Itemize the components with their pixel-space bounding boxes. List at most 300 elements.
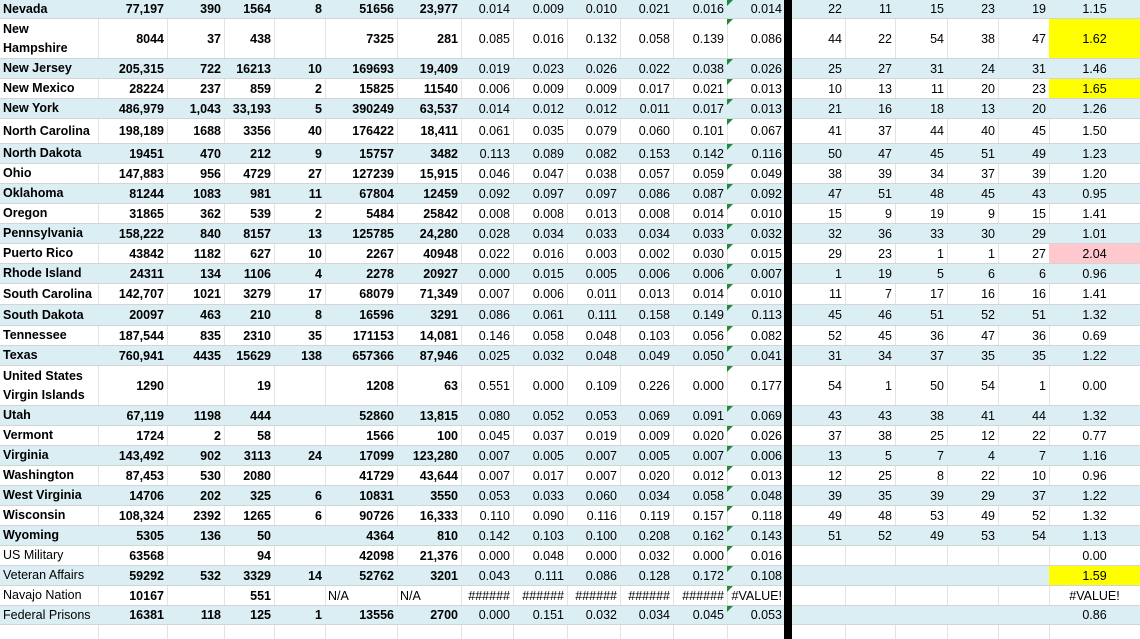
ratio-cell[interactable]: 0.034: [638, 488, 670, 503]
ratio-cell[interactable]: 0.060: [585, 488, 617, 503]
score-cell[interactable]: 1.46: [1082, 61, 1107, 76]
value-cell-c2[interactable]: 1182: [193, 246, 221, 261]
ratio-cell[interactable]: 0.032: [585, 608, 617, 622]
score-cell[interactable]: 1.32: [1082, 408, 1107, 423]
value-cell-c5[interactable]: 1566: [366, 428, 394, 443]
rank-cell[interactable]: 20: [981, 81, 995, 96]
value-cell-c3[interactable]: 125: [250, 608, 271, 622]
score-cell[interactable]: 1.13: [1082, 528, 1107, 543]
ratio-cell[interactable]: 0.119: [639, 508, 670, 523]
score-cell[interactable]: 0.00: [1082, 548, 1107, 563]
value-cell-c6[interactable]: 14,081: [419, 328, 458, 343]
ratio-cell[interactable]: 0.000: [585, 548, 617, 563]
rank-cell[interactable]: [947, 546, 998, 565]
score-cell[interactable]: 1.50: [1082, 124, 1107, 138]
rank-cell[interactable]: [895, 606, 947, 624]
value-cell-c3[interactable]: 981: [250, 186, 271, 201]
average-cell[interactable]: 0.053: [750, 608, 782, 622]
rank-cell[interactable]: 12: [981, 428, 995, 443]
ratio-cell[interactable]: 0.092: [478, 186, 510, 201]
ratio-cell[interactable]: 0.030: [692, 246, 724, 261]
value-cell-c6[interactable]: 18,411: [420, 124, 458, 138]
rank-cell[interactable]: 39: [930, 488, 944, 503]
value-cell-c4[interactable]: 4: [315, 266, 322, 281]
value-cell-c6[interactable]: 24,280: [419, 226, 458, 241]
rank-cell[interactable]: 22: [981, 468, 995, 483]
ratio-cell[interactable]: 0.021: [638, 2, 670, 16]
ratio-cell[interactable]: 0.033: [585, 226, 617, 241]
value-cell-c5[interactable]: 52860: [359, 408, 394, 423]
value-cell-c3[interactable]: 859: [250, 81, 271, 96]
value-cell-c6[interactable]: 3482: [430, 146, 458, 161]
ratio-cell[interactable]: 0.049: [638, 348, 670, 363]
ratio-cell[interactable]: 0.048: [585, 328, 617, 343]
value-cell-c5[interactable]: 2278: [366, 266, 394, 281]
ratio-cell[interactable]: 0.142: [692, 146, 724, 161]
value-cell-c6[interactable]: 40948: [423, 246, 458, 261]
ratio-cell[interactable]: 0.007: [478, 448, 510, 463]
value-cell-c2[interactable]: [167, 586, 224, 605]
rank-cell[interactable]: 38: [828, 166, 842, 181]
ratio-cell[interactable]: 0.157: [692, 508, 724, 523]
row-label[interactable]: Oklahoma: [3, 186, 64, 200]
rank-cell[interactable]: 35: [981, 348, 995, 363]
rank-cell[interactable]: 11: [829, 287, 842, 301]
value-cell-c5[interactable]: 657366: [352, 348, 394, 363]
value-cell-c5[interactable]: 13556: [359, 608, 394, 622]
rank-cell[interactable]: 52: [878, 528, 892, 543]
value-cell-c5[interactable]: 171153: [352, 328, 394, 343]
rank-cell[interactable]: 36: [878, 226, 892, 241]
value-cell-c2[interactable]: 956: [200, 166, 221, 181]
ratio-cell[interactable]: 0.034: [638, 608, 670, 622]
row-label[interactable]: Pennsylvania: [3, 226, 83, 240]
value-cell-c1[interactable]: 10167: [129, 588, 164, 603]
rank-cell[interactable]: 29: [981, 488, 995, 503]
row-label[interactable]: Ohio: [3, 166, 32, 180]
rank-cell[interactable]: 47: [828, 186, 842, 201]
average-cell[interactable]: 0.032: [750, 226, 782, 241]
rank-cell[interactable]: [792, 546, 845, 565]
value-cell-c1[interactable]: 43842: [129, 246, 164, 261]
row-label[interactable]: South Dakota: [3, 307, 84, 322]
ratio-cell[interactable]: 0.005: [532, 448, 564, 463]
rank-cell[interactable]: 25: [878, 468, 892, 483]
rank-cell[interactable]: 51: [981, 146, 995, 161]
score-cell[interactable]: 0.95: [1082, 186, 1107, 201]
ratio-cell[interactable]: 0.006: [692, 266, 724, 281]
value-cell-c4[interactable]: 8: [315, 308, 322, 322]
ratio-cell[interactable]: 0.103: [638, 328, 670, 343]
value-cell-c6[interactable]: 281: [437, 31, 458, 46]
rank-cell[interactable]: 16: [878, 101, 892, 116]
ratio-cell[interactable]: 0.013: [585, 206, 617, 221]
value-cell-c6[interactable]: 13,815: [419, 408, 458, 423]
rank-cell[interactable]: 45: [1032, 124, 1046, 138]
ratio-cell[interactable]: 0.090: [532, 508, 564, 523]
value-cell-c6[interactable]: 3550: [430, 488, 458, 503]
score-cell[interactable]: 0.00: [1082, 378, 1107, 393]
value-cell-c2[interactable]: 118: [200, 608, 221, 622]
value-cell-c5[interactable]: 17099: [359, 448, 394, 463]
rank-cell[interactable]: 52: [828, 328, 842, 343]
value-cell-c6[interactable]: N/A: [400, 588, 421, 603]
ratio-cell[interactable]: ######: [522, 588, 564, 603]
ratio-cell[interactable]: 0.091: [692, 408, 724, 423]
value-cell-c6[interactable]: 20927: [423, 266, 458, 281]
rank-cell[interactable]: 37: [930, 348, 944, 363]
row-label[interactable]: Wisconsin: [3, 508, 66, 522]
value-cell-c1[interactable]: 108,324: [118, 508, 164, 523]
ratio-cell[interactable]: 0.002: [638, 246, 670, 261]
ratio-cell[interactable]: 0.007: [478, 287, 510, 301]
rank-cell[interactable]: [947, 606, 998, 624]
value-cell-c4[interactable]: 24: [308, 448, 322, 463]
ratio-cell[interactable]: 0.009: [585, 81, 617, 96]
row-label[interactable]: Federal Prisons: [3, 607, 91, 622]
rank-cell[interactable]: 43: [828, 408, 842, 423]
rank-cell[interactable]: 10: [1032, 468, 1046, 483]
value-cell-c1[interactable]: 1290: [136, 378, 164, 393]
rank-cell[interactable]: 11: [931, 81, 944, 96]
value-cell-c1[interactable]: 8044: [136, 31, 164, 46]
rank-cell[interactable]: 23: [981, 2, 995, 16]
value-cell-c5[interactable]: 41729: [359, 468, 394, 483]
ratio-cell[interactable]: 0.028: [478, 226, 510, 241]
value-cell-c3[interactable]: 3329: [243, 568, 271, 583]
ratio-cell[interactable]: 0.034: [638, 226, 670, 241]
value-cell-c6[interactable]: 63,537: [419, 101, 458, 116]
ratio-cell[interactable]: ######: [575, 588, 617, 603]
ratio-cell[interactable]: 0.005: [585, 266, 617, 281]
value-cell-c2[interactable]: 202: [200, 488, 221, 503]
rank-cell[interactable]: 31: [930, 61, 944, 76]
row-label[interactable]: Puerto Rico: [3, 246, 74, 260]
value-cell-c4[interactable]: 5: [315, 101, 322, 116]
ratio-cell[interactable]: 0.019: [585, 428, 617, 443]
rank-cell[interactable]: 1: [835, 266, 842, 281]
row-label[interactable]: Texas: [3, 348, 38, 362]
ratio-cell[interactable]: ######: [682, 588, 724, 603]
rank-cell[interactable]: 39: [1032, 166, 1046, 181]
average-cell[interactable]: 0.049: [750, 166, 782, 181]
ratio-cell[interactable]: 0.006: [638, 266, 670, 281]
rank-cell[interactable]: 9: [988, 206, 995, 221]
row-label[interactable]: Washington: [3, 468, 75, 482]
value-cell-c4[interactable]: [274, 586, 325, 605]
ratio-cell[interactable]: 0.038: [585, 166, 617, 181]
average-cell[interactable]: 0.010: [750, 287, 782, 301]
value-cell-c4[interactable]: 27: [308, 166, 322, 181]
rank-cell[interactable]: 11: [879, 2, 892, 16]
rank-cell[interactable]: 31: [828, 348, 842, 363]
value-cell-c2[interactable]: 390: [200, 2, 221, 16]
value-cell-c2[interactable]: 362: [200, 206, 221, 221]
ratio-cell[interactable]: 0.089: [532, 146, 564, 161]
score-cell[interactable]: 1.26: [1082, 101, 1107, 116]
ratio-cell[interactable]: 0.153: [638, 146, 670, 161]
value-cell-c6[interactable]: 11540: [423, 81, 458, 96]
value-cell-c4[interactable]: [274, 526, 325, 545]
ratio-cell[interactable]: 0.000: [692, 548, 724, 563]
score-cell[interactable]: 0.69: [1082, 328, 1107, 343]
value-cell-c3[interactable]: 16213: [236, 61, 271, 76]
rank-cell[interactable]: 45: [930, 146, 944, 161]
rank-cell[interactable]: [845, 586, 895, 605]
ratio-cell[interactable]: 0.017: [692, 101, 724, 116]
ratio-cell[interactable]: 0.551: [478, 378, 510, 393]
value-cell-c4[interactable]: [274, 19, 325, 58]
value-cell-c4[interactable]: 17: [308, 287, 322, 301]
ratio-cell[interactable]: 0.021: [692, 81, 724, 96]
value-cell-c5[interactable]: 52762: [359, 568, 394, 583]
ratio-cell[interactable]: 0.017: [532, 468, 564, 483]
value-cell-c3[interactable]: 4729: [243, 166, 271, 181]
ratio-cell[interactable]: 0.000: [478, 608, 510, 622]
value-cell-c4[interactable]: 1: [315, 608, 322, 622]
ratio-cell[interactable]: 0.007: [585, 468, 617, 483]
row-label[interactable]: Virginia: [3, 448, 49, 462]
value-cell-c6[interactable]: 16,333: [419, 508, 458, 523]
value-cell-c6[interactable]: 3201: [430, 568, 458, 583]
row-label[interactable]: West Virginia: [3, 488, 82, 502]
rank-cell[interactable]: [792, 566, 845, 585]
value-cell-c2[interactable]: 722: [200, 61, 221, 76]
value-cell-c2[interactable]: 1021: [193, 287, 221, 301]
row-label[interactable]: New Jersey: [3, 61, 72, 75]
value-cell-c4[interactable]: [274, 426, 325, 445]
value-cell-c3[interactable]: 15629: [236, 348, 271, 363]
average-cell[interactable]: 0.048: [750, 488, 782, 503]
value-cell-c2[interactable]: [167, 546, 224, 565]
average-cell[interactable]: 0.118: [751, 508, 782, 523]
value-cell-c5[interactable]: N/A: [328, 588, 349, 603]
value-cell-c1[interactable]: 158,222: [118, 226, 164, 241]
value-cell-c2[interactable]: 1083: [193, 186, 221, 201]
ratio-cell[interactable]: 0.082: [585, 146, 617, 161]
ratio-cell[interactable]: 0.097: [532, 186, 564, 201]
value-cell-c5[interactable]: 51656: [359, 2, 394, 16]
ratio-cell[interactable]: 0.020: [692, 428, 724, 443]
rank-cell[interactable]: 20: [1032, 101, 1046, 116]
ratio-cell[interactable]: 0.151: [532, 608, 564, 622]
average-cell[interactable]: 0.026: [750, 428, 782, 443]
rank-cell[interactable]: 54: [1032, 528, 1046, 543]
value-cell-c6[interactable]: 87,946: [419, 348, 458, 363]
value-cell-c3[interactable]: 3356: [243, 124, 271, 138]
rank-cell[interactable]: 22: [1032, 428, 1046, 443]
ratio-cell[interactable]: 0.038: [692, 61, 724, 76]
rank-cell[interactable]: 36: [1032, 328, 1046, 343]
average-cell[interactable]: 0.113: [751, 308, 782, 322]
rank-cell[interactable]: 34: [930, 166, 944, 181]
value-cell-c6[interactable]: 2700: [430, 608, 458, 622]
ratio-cell[interactable]: 0.079: [585, 124, 617, 138]
value-cell-c3[interactable]: 94: [257, 548, 271, 563]
ratio-cell[interactable]: 0.053: [585, 408, 617, 423]
value-cell-c4[interactable]: [274, 406, 325, 425]
row-label[interactable]: Navajo Nation: [3, 588, 82, 602]
ratio-cell[interactable]: 0.060: [638, 124, 670, 138]
ratio-cell[interactable]: 0.045: [478, 428, 510, 443]
rank-cell[interactable]: [792, 606, 845, 624]
ratio-cell[interactable]: 0.101: [692, 124, 724, 138]
score-cell[interactable]: 1.62: [1049, 19, 1140, 58]
rank-cell[interactable]: 13: [981, 101, 995, 116]
ratio-cell[interactable]: 0.087: [692, 186, 724, 201]
ratio-cell[interactable]: 0.080: [478, 408, 510, 423]
row-label[interactable]: Utah: [3, 408, 31, 422]
rank-cell[interactable]: [845, 606, 895, 624]
ratio-cell[interactable]: 0.109: [585, 378, 617, 393]
value-cell-c5[interactable]: 16596: [359, 308, 394, 322]
rank-cell[interactable]: 33: [930, 226, 944, 241]
value-cell-c5[interactable]: 1208: [366, 378, 394, 393]
rank-cell[interactable]: 29: [828, 246, 842, 261]
ratio-cell[interactable]: 0.016: [532, 31, 564, 46]
ratio-cell[interactable]: 0.128: [638, 568, 670, 583]
value-cell-c4[interactable]: [274, 546, 325, 565]
rank-cell[interactable]: 52: [981, 308, 995, 322]
value-cell-c3[interactable]: 438: [250, 31, 271, 46]
value-cell-c2[interactable]: [167, 366, 224, 405]
value-cell-c5[interactable]: 67804: [359, 186, 394, 201]
ratio-cell[interactable]: 0.146: [478, 328, 510, 343]
average-cell[interactable]: 0.041: [750, 348, 782, 363]
rank-cell[interactable]: 35: [878, 488, 892, 503]
rank-cell[interactable]: 1: [1039, 378, 1046, 393]
ratio-cell[interactable]: 0.032: [532, 348, 564, 363]
ratio-cell[interactable]: 0.033: [692, 226, 724, 241]
value-cell-c3[interactable]: 2080: [243, 468, 271, 483]
ratio-cell[interactable]: 0.014: [478, 101, 510, 116]
ratio-cell[interactable]: 0.085: [478, 31, 510, 46]
rank-cell[interactable]: 13: [828, 448, 842, 463]
rank-cell[interactable]: [998, 566, 1049, 585]
rank-cell[interactable]: 49: [1032, 146, 1046, 161]
value-cell-c1[interactable]: 19451: [129, 146, 164, 161]
score-cell[interactable]: 1.32: [1082, 308, 1107, 322]
row-label[interactable]: United States Virgin Islands: [3, 368, 85, 402]
score-cell[interactable]: 1.22: [1082, 488, 1107, 503]
rank-cell[interactable]: 46: [878, 308, 892, 322]
ratio-cell[interactable]: 0.111: [587, 308, 617, 322]
value-cell-c2[interactable]: 4435: [193, 348, 221, 363]
ratio-cell[interactable]: 0.158: [638, 308, 670, 322]
ratio-cell[interactable]: 0.097: [585, 186, 617, 201]
ratio-cell[interactable]: 0.026: [585, 61, 617, 76]
average-cell[interactable]: 0.082: [750, 328, 782, 343]
score-cell[interactable]: 1.41: [1082, 206, 1107, 221]
ratio-cell[interactable]: ######: [628, 588, 670, 603]
rank-cell[interactable]: 19: [930, 206, 944, 221]
rank-cell[interactable]: [895, 546, 947, 565]
value-cell-c2[interactable]: 134: [200, 266, 221, 281]
score-cell[interactable]: 1.15: [1082, 2, 1107, 16]
value-cell-c3[interactable]: 212: [250, 146, 271, 161]
value-cell-c1[interactable]: 5305: [136, 528, 164, 543]
value-cell-c1[interactable]: 205,315: [118, 61, 164, 76]
rank-cell[interactable]: 47: [981, 328, 995, 343]
value-cell-c4[interactable]: 10: [308, 61, 322, 76]
value-cell-c4[interactable]: 138: [301, 348, 322, 363]
row-label[interactable]: North Carolina: [3, 123, 90, 138]
rank-cell[interactable]: 40: [981, 124, 995, 138]
value-cell-c4[interactable]: 8: [315, 2, 322, 16]
ratio-cell[interactable]: 0.162: [692, 528, 724, 543]
ratio-cell[interactable]: 0.012: [692, 468, 724, 483]
value-cell-c4[interactable]: [274, 366, 325, 405]
value-cell-c1[interactable]: 63568: [129, 548, 164, 563]
ratio-cell[interactable]: 0.008: [532, 206, 564, 221]
ratio-cell[interactable]: 0.045: [692, 608, 724, 622]
value-cell-c3[interactable]: 58: [257, 428, 271, 443]
rank-cell[interactable]: 52: [1032, 508, 1046, 523]
value-cell-c2[interactable]: 463: [200, 308, 221, 322]
ratio-cell[interactable]: 0.059: [692, 166, 724, 181]
rank-cell[interactable]: 54: [930, 31, 944, 46]
value-cell-c1[interactable]: 760,941: [118, 348, 164, 363]
rank-cell[interactable]: 27: [878, 61, 892, 76]
value-cell-c5[interactable]: 90726: [359, 508, 394, 523]
value-cell-c3[interactable]: 3113: [243, 448, 271, 463]
average-cell[interactable]: 0.014: [750, 2, 782, 16]
value-cell-c2[interactable]: 1198: [193, 408, 221, 423]
value-cell-c5[interactable]: 2267: [366, 246, 394, 261]
rank-cell[interactable]: [792, 586, 845, 605]
value-cell-c3[interactable]: 50: [257, 528, 271, 543]
value-cell-c1[interactable]: 143,492: [118, 448, 164, 463]
rank-cell[interactable]: 15: [1032, 206, 1046, 221]
value-cell-c6[interactable]: 15,915: [419, 166, 458, 181]
ratio-cell[interactable]: 0.086: [638, 186, 670, 201]
ratio-cell[interactable]: 0.019: [478, 61, 510, 76]
value-cell-c4[interactable]: 14: [308, 568, 322, 583]
ratio-cell[interactable]: 0.069: [638, 408, 670, 423]
rank-cell[interactable]: 12: [828, 468, 842, 483]
average-cell[interactable]: 0.177: [750, 378, 782, 393]
value-cell-c3[interactable]: 551: [250, 588, 271, 603]
ratio-cell[interactable]: 0.014: [692, 287, 724, 301]
value-cell-c2[interactable]: 2: [214, 428, 221, 443]
ratio-cell[interactable]: 0.007: [585, 448, 617, 463]
score-cell[interactable]: 0.96: [1082, 266, 1107, 281]
rank-cell[interactable]: 38: [930, 408, 944, 423]
ratio-cell[interactable]: 0.035: [532, 124, 564, 138]
rank-cell[interactable]: 13: [878, 81, 892, 96]
rank-cell[interactable]: 45: [981, 186, 995, 201]
value-cell-c3[interactable]: 444: [250, 408, 271, 423]
ratio-cell[interactable]: 0.017: [638, 81, 670, 96]
ratio-cell[interactable]: 0.022: [638, 61, 670, 76]
value-cell-c4[interactable]: 13: [308, 226, 322, 241]
row-label[interactable]: Oregon: [3, 206, 48, 220]
rank-cell[interactable]: 6: [988, 266, 995, 281]
ratio-cell[interactable]: 0.008: [478, 206, 510, 221]
ratio-cell[interactable]: 0.007: [478, 468, 510, 483]
rank-cell[interactable]: 15: [930, 2, 944, 16]
rank-cell[interactable]: [845, 546, 895, 565]
score-cell[interactable]: 2.04: [1049, 244, 1140, 263]
ratio-cell[interactable]: 0.000: [692, 378, 724, 393]
ratio-cell[interactable]: 0.011: [639, 101, 670, 116]
rank-cell[interactable]: 29: [1032, 226, 1046, 241]
score-cell[interactable]: #VALUE!: [1069, 588, 1120, 603]
rank-cell[interactable]: 54: [828, 378, 842, 393]
ratio-cell[interactable]: 0.023: [532, 61, 564, 76]
rank-cell[interactable]: 7: [1039, 448, 1046, 463]
score-cell[interactable]: 0.77: [1082, 428, 1107, 443]
